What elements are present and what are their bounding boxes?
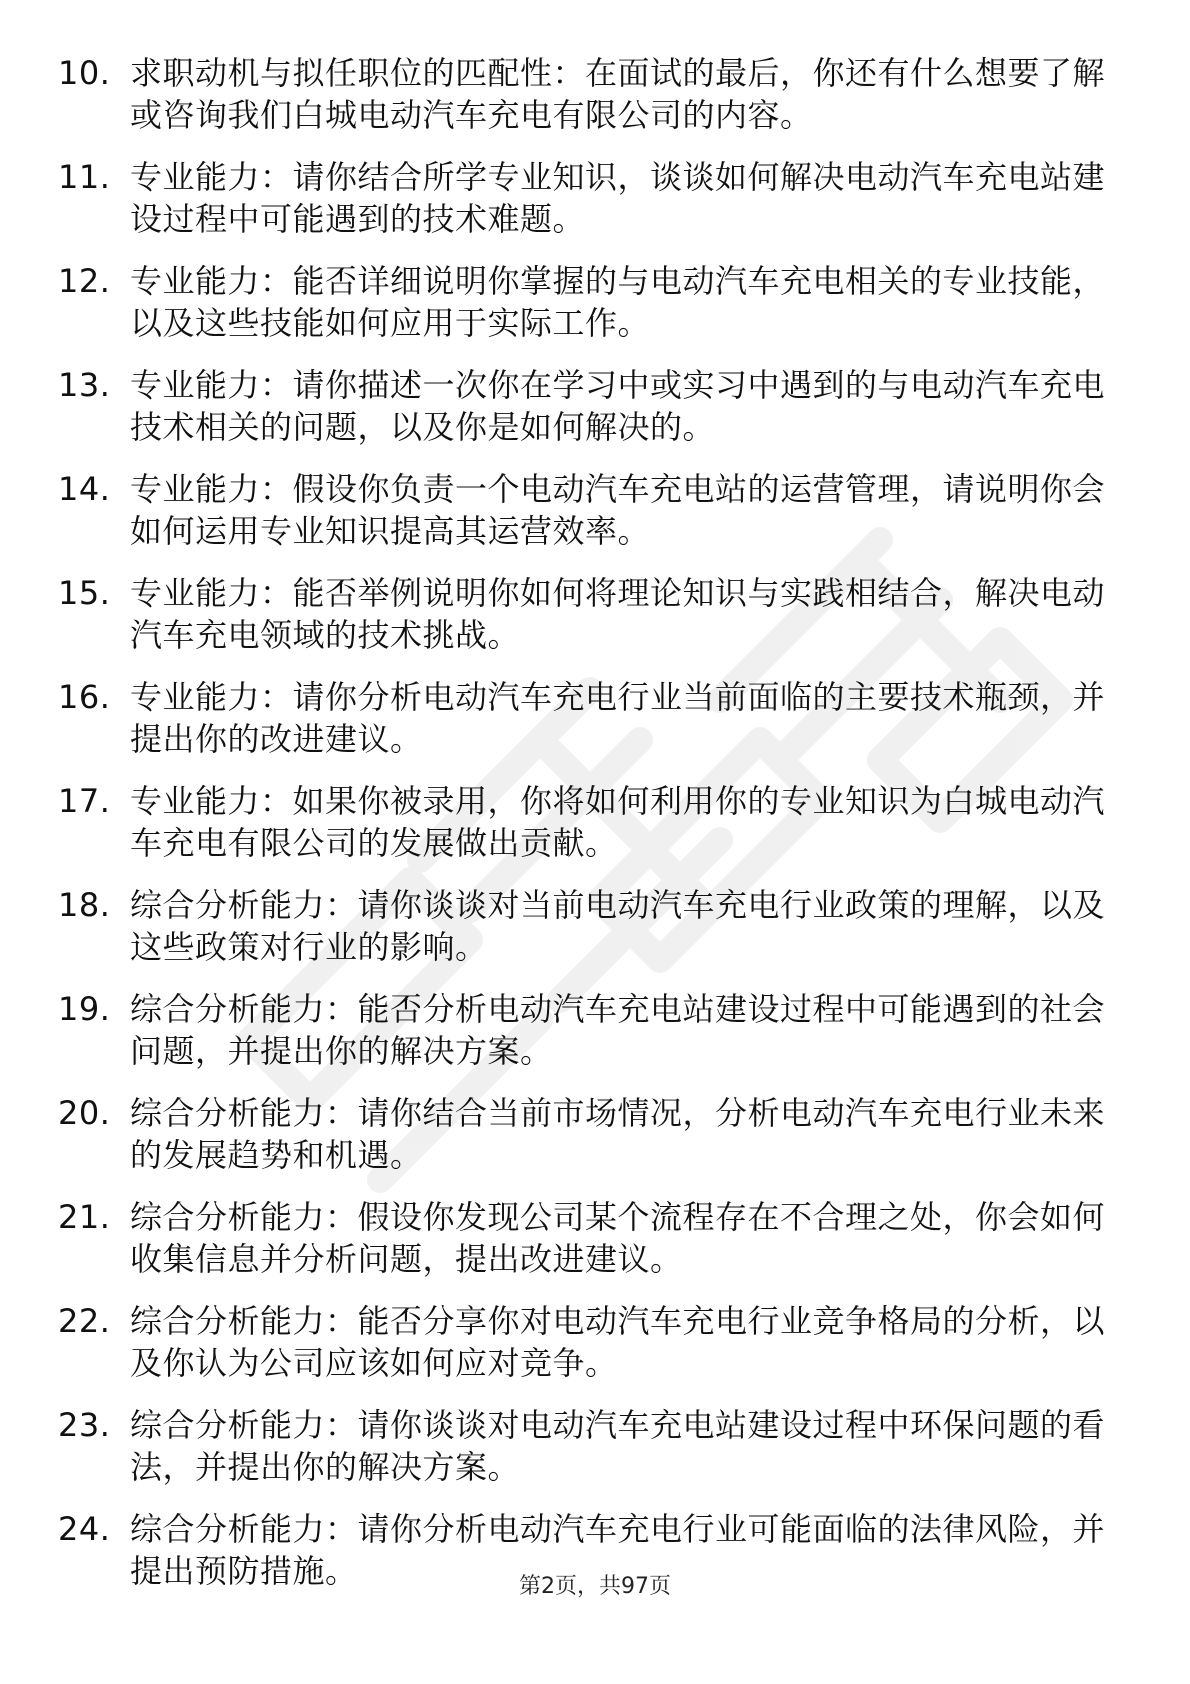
question-text: 综合分析能力：请你结合当前市场情况，分析电动汽车充电行业未来的发展趋势和机遇。	[130, 1094, 1106, 1174]
question-item	[58, 156, 1118, 240]
question-item	[58, 260, 1118, 344]
question-text: 综合分析能力：假设你发现公司某个流程存在不合理之处，你会如何收集信息并分析问题，提出改进建议。	[130, 1198, 1106, 1278]
question-text: 综合分析能力：请你谈谈对电动汽车充电站建设过程中环保问题的看法，并提出你的解决方案。	[130, 1406, 1106, 1486]
question-text: 专业能力：能否举例说明你如何将理论知识与实践相结合，解决电动汽车充电领域的技术挑战。	[130, 574, 1106, 654]
page-footer	[0, 1572, 1190, 1602]
question-number: 12.	[58, 262, 111, 300]
question-text: 专业能力：请你描述一次你在学习中或实习中遇到的与电动汽车充电技术相关的问题，以及你是如何解决的。	[130, 366, 1106, 446]
question-text: 综合分析能力：请你谈谈对当前电动汽车充电行业政策的理解，以及这些政策对行业的影响。	[130, 886, 1106, 966]
question-number: 11.	[58, 158, 111, 196]
question-item	[58, 1092, 1118, 1176]
question-item	[58, 364, 1118, 448]
question-number: 24.	[58, 1510, 111, 1548]
question-text: 专业能力：能否详细说明你掌握的与电动汽车充电相关的专业技能，以及这些技能如何应用于实际工作。	[130, 262, 1106, 342]
question-item	[58, 884, 1118, 968]
question-item	[58, 676, 1118, 760]
question-number: 16.	[58, 678, 111, 716]
question-text: 专业能力：假设你负责一个电动汽车充电站的运营管理，请说明你会如何运用专业知识提高其运营效率。	[130, 470, 1106, 550]
question-number: 20.	[58, 1094, 111, 1132]
question-item	[58, 1404, 1118, 1488]
question-text: 专业能力：请你结合所学专业知识，谈谈如何解决电动汽车充电站建设过程中可能遇到的技术难题。	[130, 158, 1106, 238]
question-number: 17.	[58, 782, 111, 820]
question-item	[58, 572, 1118, 656]
question-number: 15.	[58, 574, 111, 612]
question-number: 13.	[58, 366, 111, 404]
question-item	[58, 988, 1118, 1072]
question-item	[58, 468, 1118, 552]
question-text: 综合分析能力：能否分析电动汽车充电站建设过程中可能遇到的社会问题，并提出你的解决方案。	[130, 990, 1106, 1070]
question-number: 19.	[58, 990, 111, 1028]
question-item	[58, 1300, 1118, 1384]
question-item	[58, 780, 1118, 864]
question-text: 专业能力：请你分析电动汽车充电行业当前面临的主要技术瓶颈，并提出你的改进建议。	[130, 678, 1106, 758]
question-text: 求职动机与拟任职位的匹配性：在面试的最后，你还有什么想要了解或咨询我们白城电动汽车充电有限公司的内容。	[130, 54, 1106, 134]
question-item	[58, 52, 1118, 136]
question-text: 综合分析能力：请你分析电动汽车充电行业可能面临的法律风险，并提出预防措施。	[130, 1510, 1106, 1590]
question-number: 23.	[58, 1406, 111, 1444]
question-list	[58, 52, 1118, 1612]
question-number: 21.	[58, 1198, 111, 1236]
question-number: 14.	[58, 470, 111, 508]
question-number: 18.	[58, 886, 111, 924]
page-number-label: 第2页，共97页	[519, 1574, 671, 1599]
question-text: 综合分析能力：能否分享你对电动汽车充电行业竞争格局的分析，以及你认为公司应该如何应对竞争。	[130, 1302, 1106, 1382]
question-number: 22.	[58, 1302, 111, 1340]
question-number: 10.	[58, 54, 111, 92]
question-text: 专业能力：如果你被录用，你将如何利用你的专业知识为白城电动汽车充电有限公司的发展做出贡献。	[130, 782, 1106, 862]
question-item	[58, 1196, 1118, 1280]
